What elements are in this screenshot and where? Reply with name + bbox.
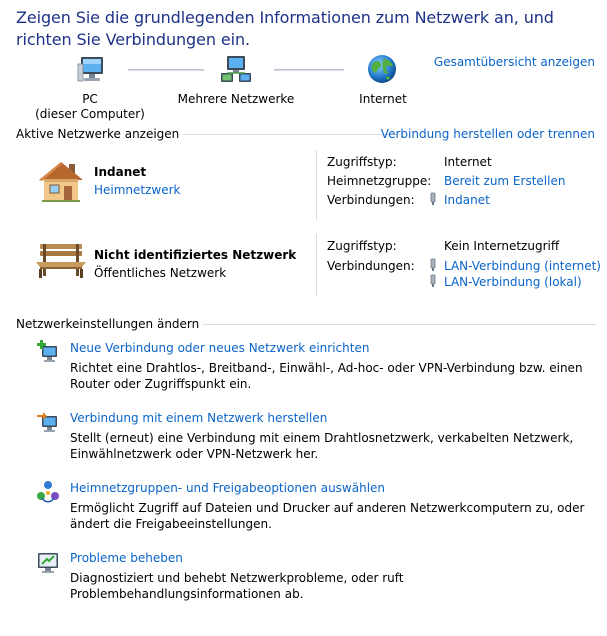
task-description: Stellt (erneut) eine Verbindung mit einem Drahtlosnetzwerk, verkabelten Netzwerk, Einwählnetzwerk oder VPN-Netzwerk her. <box>70 431 574 461</box>
active-networks-heading: Aktive Netzwerke anzeigen <box>16 127 183 141</box>
map-connector <box>128 69 204 71</box>
connections-label: Verbindungen: <box>327 259 415 273</box>
lan-connection-icon <box>428 274 438 288</box>
vertical-separator <box>316 234 317 296</box>
access-type-value: Internet <box>444 155 492 169</box>
access-type-label: Zugriffstyp: <box>327 239 397 253</box>
change-settings-heading: Netzwerkeinstellungen ändern <box>16 317 203 331</box>
page-title: Zeigen Sie die grundlegenden Informationen zum Netzwerk an, und richten Sie Verbindungen ein. <box>16 8 554 49</box>
connect-disconnect-link[interactable]: Verbindung herstellen oder trennen <box>380 127 595 141</box>
access-type-value: Kein Internetzugriff <box>444 239 560 253</box>
pc-label-name: PC <box>82 92 98 106</box>
homegroup-label: Heimnetzgruppe: <box>327 174 432 188</box>
troubleshoot-icon[interactable] <box>36 550 60 574</box>
network-name: Indanet <box>94 165 147 179</box>
wireless-connection-icon <box>428 192 438 206</box>
new-connection-icon[interactable] <box>36 340 60 364</box>
task-new-connection-link[interactable]: Neue Verbindung oder neues Netzwerk einrichten <box>70 341 370 355</box>
pc-label <box>30 92 150 122</box>
map-connector <box>274 69 344 71</box>
full-map-link[interactable]: Gesamtübersicht anzeigen <box>433 55 595 69</box>
internet-label: Internet <box>359 92 407 106</box>
task-homegroup-sharing-link[interactable]: Heimnetzgruppen- und Freigabeoptionen auswählen <box>70 481 386 495</box>
globe-icon[interactable] <box>366 53 398 85</box>
task-connect-network-link[interactable]: Verbindung mit einem Netzwerk herstellen <box>70 411 328 425</box>
homegroup-icon[interactable] <box>36 480 60 504</box>
connection-link-lan-local[interactable]: LAN-Verbindung (lokal) <box>444 275 582 289</box>
multiple-networks-icon[interactable] <box>219 54 253 86</box>
connections-label: Verbindungen: <box>327 193 415 207</box>
task-description: Ermöglicht Zugriff auf Dateien und Drucker auf anderen Netzwerkcomputern zu, oder ändert die Freigabeeinstellungen. <box>70 501 585 531</box>
network-category: Öffentliches Netzwerk <box>94 266 227 280</box>
house-icon <box>36 158 86 204</box>
lan-connection-icon <box>428 258 438 272</box>
network-category-link[interactable]: Heimnetzwerk <box>94 183 181 197</box>
vertical-separator <box>316 150 317 220</box>
task-description: Diagnostiziert und behebt Netzwerkprobleme, oder ruft Problembehandlungsinformationen ab. <box>70 571 404 601</box>
multiple-networks-label: Mehrere Netzwerke <box>177 92 295 106</box>
homegroup-link[interactable]: Bereit zum Erstellen <box>444 174 566 188</box>
computer-icon[interactable] <box>76 54 108 86</box>
task-description: Richtet eine Drahtlos-, Breitband-, Einwähl-, Ad-hoc- oder VPN-Verbindung bzw. einen Router oder Zugriffspunkt ein. <box>70 361 583 391</box>
pc-label-subtitle: (dieser Computer) <box>35 107 145 121</box>
connection-link-lan-internet[interactable]: LAN-Verbindung (internet) <box>444 259 601 273</box>
park-bench-icon <box>34 240 88 280</box>
access-type-label: Zugriffstyp: <box>327 155 397 169</box>
network-name: Nicht identifiziertes Netzwerk <box>94 248 297 262</box>
connect-network-icon[interactable] <box>36 410 60 434</box>
task-troubleshoot-link[interactable]: Probleme beheben <box>70 551 183 565</box>
connection-link-indanet[interactable]: Indanet <box>444 193 490 207</box>
